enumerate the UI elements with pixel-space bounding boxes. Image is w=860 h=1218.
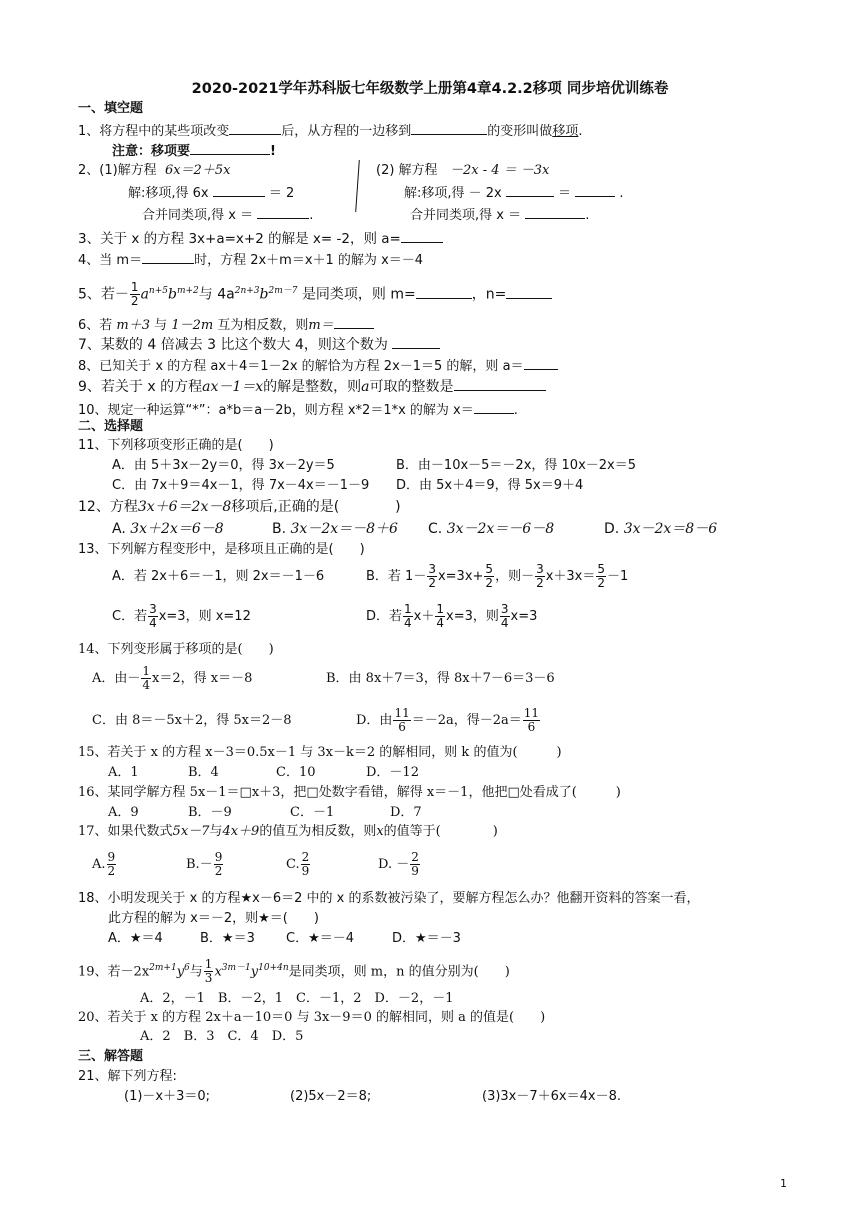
option-13-b: B．若 1－ $\frac{3}{2}$ x=3x+ $\frac{5}{2}$ ，则－ $\frac{3}{2}$ x＋3x＝ $\frac{5}{2}$ －1 [366, 562, 629, 590]
option-12-d: D. 3x－2x＝8－6 [604, 521, 718, 537]
blank [506, 182, 554, 197]
option-13-c: C．若 $\frac{3}{4}$ x=3，则 x=12 [112, 602, 251, 630]
option-16-d: D．7 [390, 805, 422, 820]
blank [416, 284, 472, 299]
option-18-d: D．★＝－3 [392, 931, 461, 946]
fraction: $\frac{5}{2}$ [485, 562, 494, 590]
blank [474, 399, 514, 414]
option-11-d: D．由 5x＋4＝9，得 5x＝9＋4 [396, 478, 584, 493]
question-9: 9、若关于 x 的方程ax－1＝x的解是整数，则a可取的整数是 [78, 376, 546, 396]
question-11: 11、下列移项变形正确的是( ) [78, 438, 274, 453]
fraction: $\frac{2}{9}$ [411, 850, 419, 878]
question-17: 17、如果代数式5x－7与4x＋9的值互为相反数，则x的值等于( ) [78, 824, 498, 839]
question-6: 6、若 m＋3 与 1－2m 互为相反数，则m＝ [78, 314, 374, 335]
option-17-b: B.－ $\frac{9}{2}$ [186, 850, 223, 878]
question-18-cont: 此方程的解为 x＝－2，则★＝( ) [108, 911, 319, 926]
question-1: 1、将方程中的某些项改变 后，从方程的一边移到 的变形叫做移项. [78, 120, 582, 141]
question-8: 8、已知关于 x 的方程 ax＋4＝1－2x 的解恰为方程 2x－1＝5 的解，则 a＝ [78, 355, 558, 376]
option-18-a: A．★＝4 [108, 931, 163, 946]
option-16-a: A．9 [108, 805, 139, 820]
question-2-part2: (2) 解方程 －2x - 4 ＝ －3x [376, 163, 550, 178]
option-17-d: D. － $\frac{2}{9}$ [378, 850, 419, 878]
option-18-b: B．★＝3 [200, 931, 255, 946]
option-14-b: B．由 8x＋7＝3，得 8x＋7－6＝3－6 [326, 671, 555, 686]
option-15-b: B．4 [188, 765, 219, 780]
fraction: $\frac{3}{4}$ [149, 602, 157, 630]
fraction: $\frac{1}{4}$ [404, 602, 412, 630]
question-19: 19、若$-2x^{2m+1}y^6$与 $\frac{1}{3}$ $x^{3m-1}y^{10+4n}$是同类项，则 m，n 的值分别为( ) [78, 957, 510, 986]
blank [190, 140, 270, 155]
question-1-note: 注意：移项要 ! [112, 140, 276, 161]
question-13: 13、下列解方程变形中，是移项且正确的是( ) [78, 542, 365, 557]
fraction: $\frac{3}{2}$ [536, 562, 544, 590]
option-14-d: D．由 $\frac{11}{6}$ ＝－2a，得－2a＝ $\frac{11}{6}$ [356, 706, 540, 734]
option-15-a: A．1 [108, 765, 139, 780]
blank [401, 228, 443, 243]
fraction: $\frac{11}{6}$ [523, 706, 540, 734]
option-13-a: A．若 2x＋6＝－1，则 2x＝－1－6 [112, 569, 325, 584]
question-14: 14、下列变形属于移项的是( ) [78, 642, 274, 657]
options-20: A．2 B．3 C．4 D．5 [140, 1029, 304, 1044]
blank [392, 334, 440, 349]
question-21-part2: (2)5x－2＝8; [290, 1089, 372, 1104]
question-16: 16、某同学解方程 5x－1＝□x＋3，把□处数字看错，解得 x＝－1，他把□处看成了( ) [78, 785, 621, 800]
blank [411, 120, 487, 135]
blank [525, 204, 585, 219]
blank [454, 376, 546, 391]
option-12-a: A. 3x＋2x＝6－8 [112, 521, 224, 537]
fraction: $\frac{1}{3}$ [204, 957, 213, 986]
blank [575, 182, 615, 197]
fraction: $\frac{9}{2}$ [107, 850, 116, 878]
option-15-c: C．10 [276, 765, 316, 780]
section-multiple-choice: 二、选择题 [78, 419, 144, 434]
question-4: 4、当 m＝ 时，方程 2x＋m＝x＋1 的解为 x＝－4 [78, 249, 423, 270]
question-2-step2: 合并同类项,得 x ＝ . [142, 204, 313, 225]
option-16-b: B．－9 [188, 805, 232, 820]
options-19: A．2，－1 B．－2，1 C．－1，2 D．－2，－1 [140, 991, 454, 1006]
option-13-d: D．若 $\frac{1}{4}$ x＋ $\frac{1}{4}$ x=3，则 $\frac{3}{4}$ x=3 [366, 602, 538, 630]
option-11-b: B．由－10x－5＝－2x，得 10x－2x＝5 [396, 458, 636, 473]
fraction: $\frac{3}{4}$ [500, 602, 509, 630]
blank [257, 204, 309, 219]
blank [213, 182, 265, 197]
blank [524, 355, 558, 370]
question-21-part1: (1)－x＋3＝0; [124, 1089, 211, 1104]
blank [506, 284, 552, 299]
option-16-c: C．－1 [290, 805, 335, 820]
option-14-c: C．由 8＝－5x＋2，得 5x＝2－8 [92, 713, 292, 728]
page-number: 1 [780, 1177, 787, 1190]
option-14-a: A．由－ $\frac{1}{4}$ x＝2，得 x＝－8 [92, 664, 253, 692]
divider-line [355, 160, 360, 212]
question-5: 5、若－ $\frac{1}{2}$ $a^{n+5}b^{m+2}$与 $4a^{2n+3}b^{2m-7}$ 是同类项，则 m= ，n= [78, 277, 552, 305]
option-11-a: A．由 5＋3x－2y＝0，得 3x－2y＝5 [112, 458, 335, 473]
question-2-step1b: 解:移项,得 － 2x ＝ . [404, 182, 623, 203]
question-2-step2b: 合并同类项,得 x ＝ . [410, 204, 589, 225]
question-3: 3、关于 x 的方程 3x+a=x+2 的解是 x= -2，则 a= [78, 228, 443, 248]
question-21-part3: (3)3x－7＋6x＝4x－8. [482, 1089, 621, 1104]
question-15: 15、若关于 x 的方程 x－3＝0.5x－1 与 3x－k＝2 的解相同，则 k 的值为( ) [78, 745, 562, 760]
option-12-c: C. 3x－2x＝－6－8 [428, 521, 555, 537]
option-15-d: D．－12 [366, 765, 419, 780]
blank [142, 249, 194, 264]
question-7: 7、某数的 4 倍减去 3 比这个数大 4，则这个数为 [78, 334, 440, 354]
option-17-a: A. $\frac{9}{2}$ [92, 850, 116, 878]
question-10: 10、规定一种运算“*”：a*b＝a－2b，则方程 x*2＝1*x 的解为 x＝ . [78, 399, 518, 420]
section-answer: 三、解答题 [78, 1049, 144, 1064]
question-20: 20、若关于 x 的方程 2x＋a－10＝0 与 3x－9＝0 的解相同，则 a 的值是( ) [78, 1010, 546, 1025]
option-18-c: C．★＝－4 [286, 931, 355, 946]
fraction: $\frac{11}{6}$ [394, 706, 410, 734]
section-fill-in: 一、填空题 [78, 101, 144, 116]
question-21: 21、解下列方程: [78, 1069, 177, 1084]
fraction: $\frac{1}{4}$ [436, 602, 444, 630]
fraction: $\frac{2}{9}$ [301, 850, 310, 878]
question-12: 12、方程3x＋6＝2x－8移项后,正确的是( ) [78, 499, 401, 515]
option-17-c: C. $\frac{2}{9}$ [286, 850, 310, 878]
question-2-step1: 解:移项,得 6x ＝ 2 [128, 182, 294, 203]
question-18: 18、小明发现关于 x 的方程★x－6＝2 中的 x 的系数被污染了，要解方程怎么办？他翻开资料的答案一看， [78, 891, 700, 906]
fraction: $\frac{1}{4}$ [142, 664, 151, 692]
fraction: $\frac{5}{2}$ [597, 562, 606, 590]
option-11-c: C．由 7x＋9＝4x－1，得 7x－4x＝－1－9 [112, 478, 370, 493]
fraction: $\frac{9}{2}$ [214, 850, 223, 878]
option-12-b: B. 3x－2x＝－8＋6 [272, 521, 398, 537]
fraction: $\frac{3}{2}$ [428, 562, 436, 590]
question-2: 2、(1)解方程 6x＝2＋5x [78, 163, 231, 178]
fraction: $\frac{1}{2}$ [130, 280, 139, 309]
blank [334, 314, 374, 329]
page-title: 2020-2021学年苏科版七年级数学上册第4章4.2.2移项 同步培优训练卷 [191, 81, 669, 97]
blank [229, 120, 281, 135]
